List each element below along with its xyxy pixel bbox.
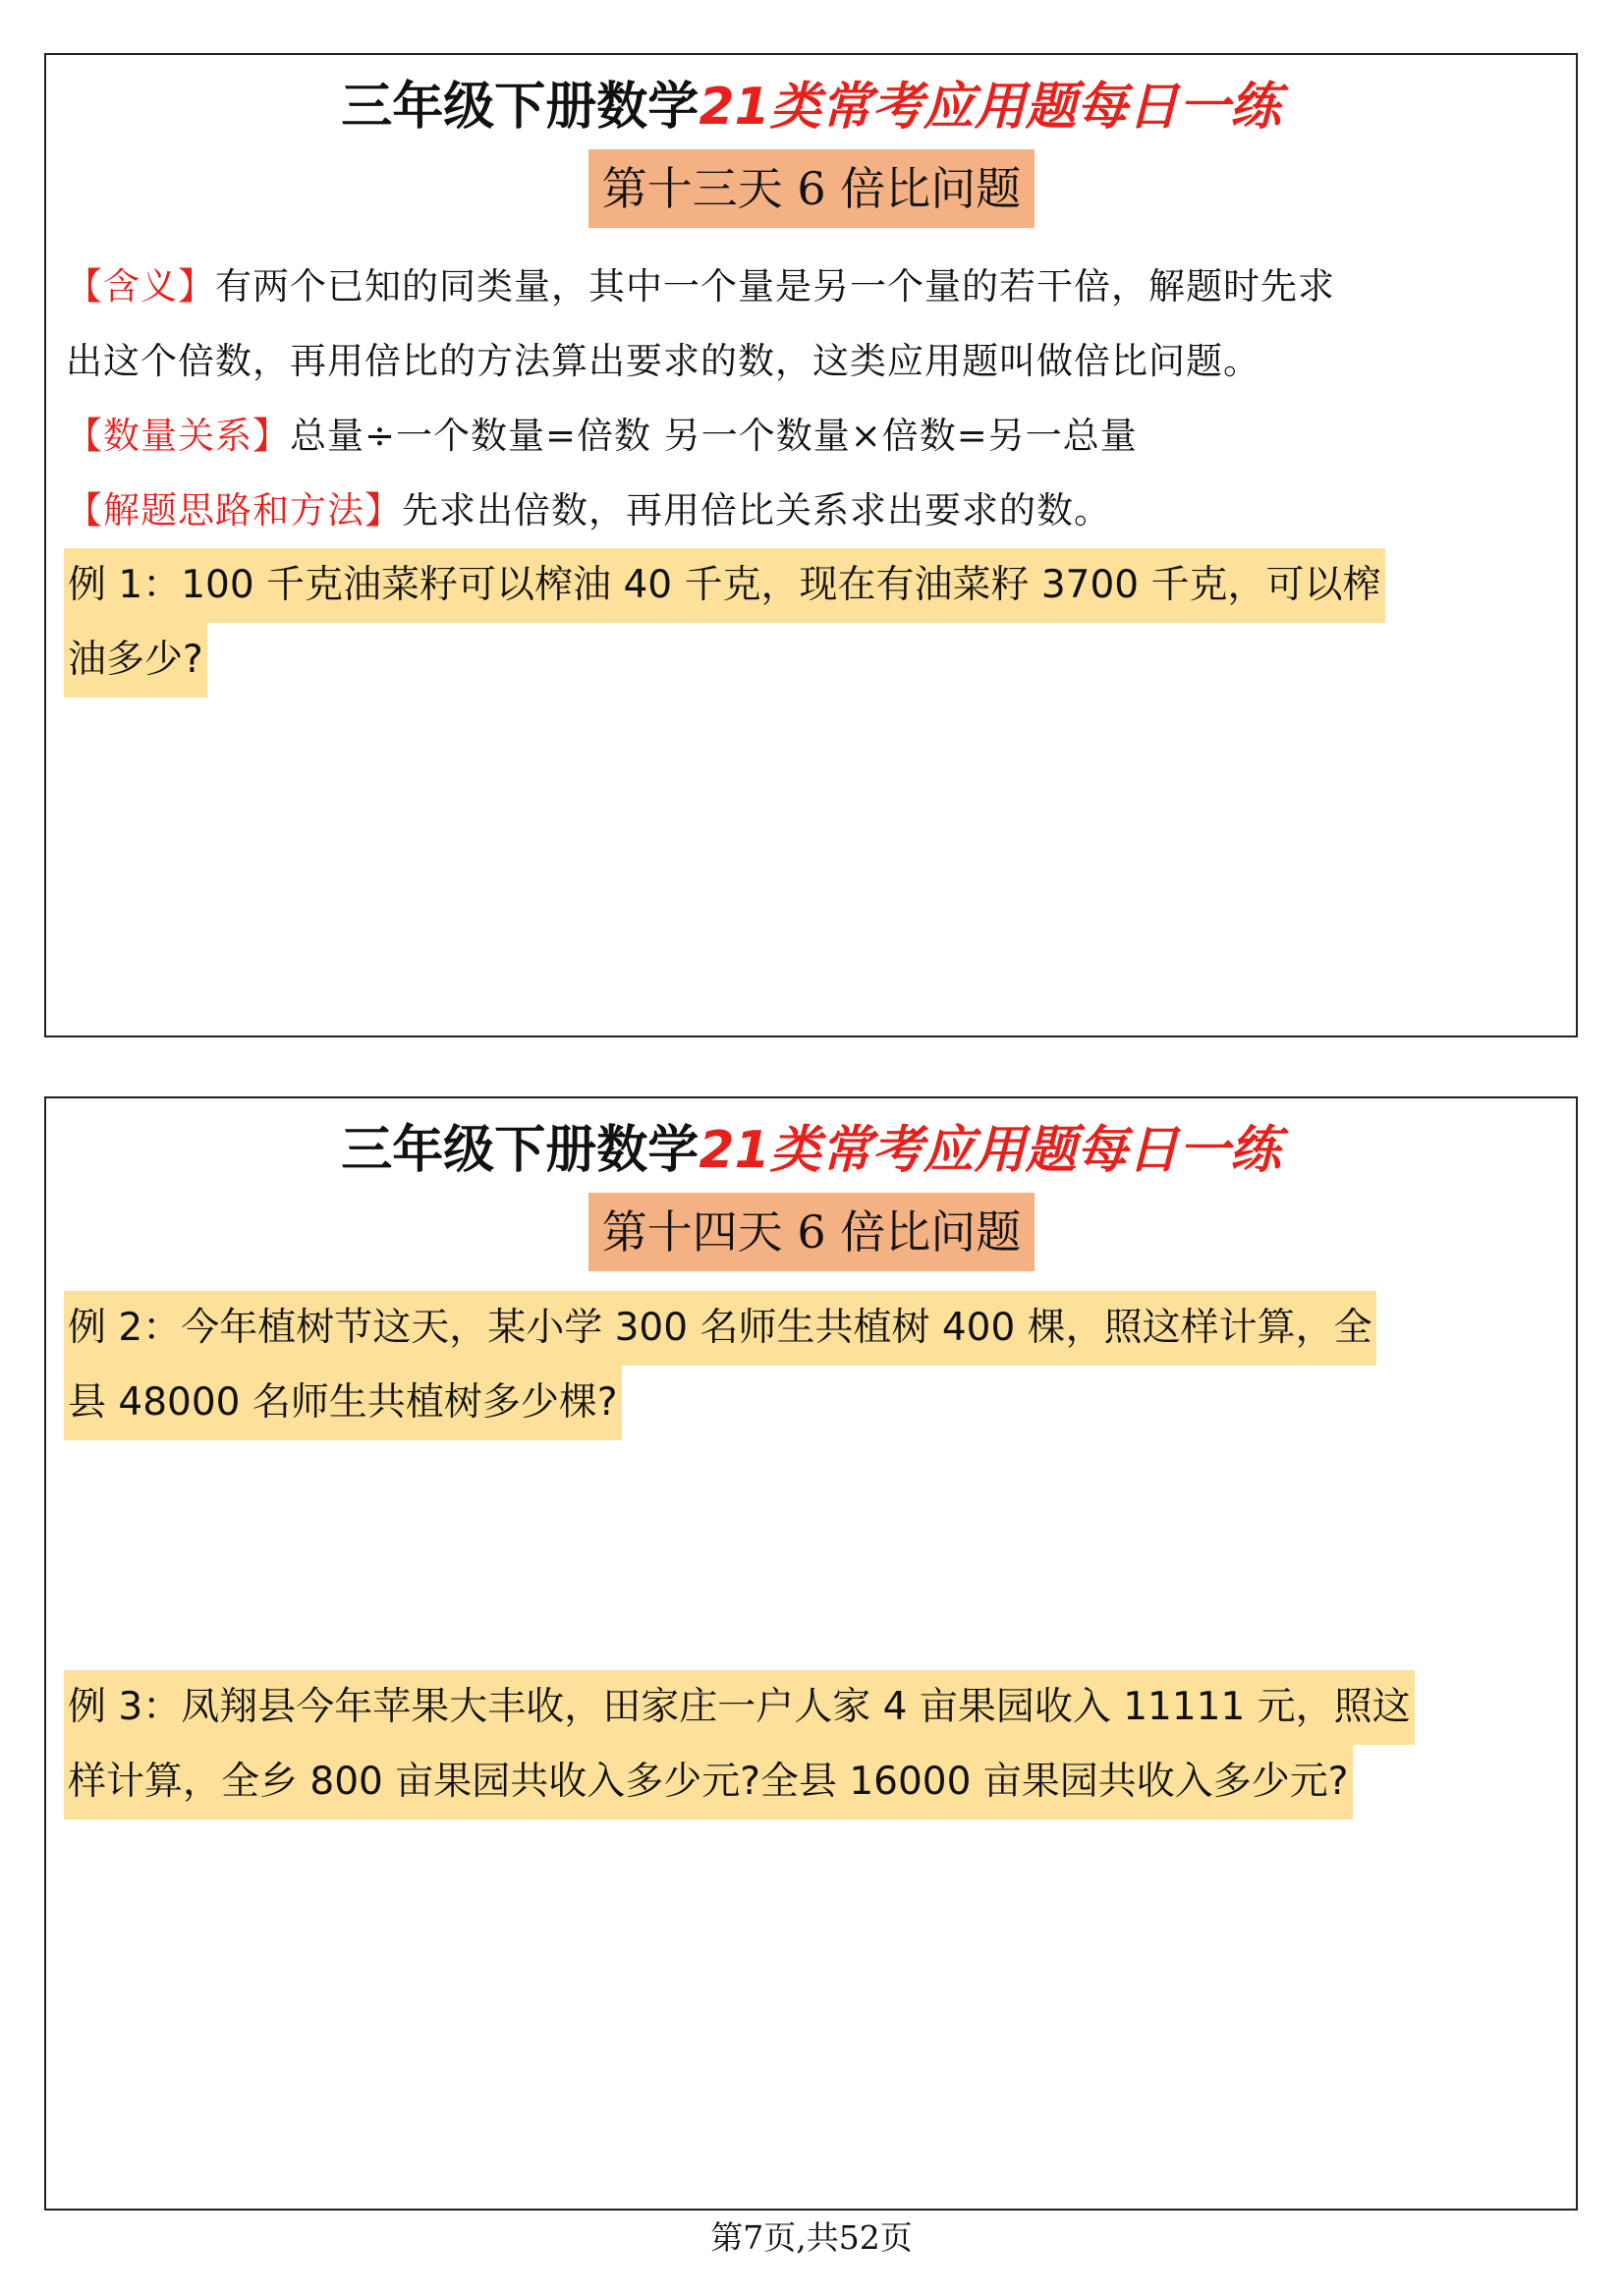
title-series-text: 21类常考应用题每日一练 <box>699 1121 1281 1180</box>
meaning-text-line1: 有两个已知的同类量，其中一个量是另一个量的若干倍，解题时先求 <box>215 265 1335 308</box>
worksheet-card-day14 <box>44 1096 1578 2211</box>
title-grade-text: 三年级下册数学 <box>341 78 700 137</box>
example1-text-line1: 例 1：100 千克油菜籽可以榨油 40 千克，现在有油菜籽 3700 千克，可以榨 <box>64 548 1385 623</box>
example3-text-line2: 样计算，全乡 800 亩果园共收入多少元?全县 16000 亩果园共收入多少元? <box>64 1745 1353 1820</box>
example2-text-line1: 例 2：今年植树节这天，某小学 300 名师生共植树 400 棵，照这样计算，全 <box>64 1291 1376 1366</box>
example3-line2 <box>64 1745 1353 1820</box>
method-text: 先求出倍数，再用倍比关系求出要求的数。 <box>402 489 1111 532</box>
example1-line1 <box>64 548 1385 623</box>
day-badge: 第十三天 6 倍比问题 <box>588 149 1035 228</box>
example1-line2 <box>64 623 207 698</box>
method-paragraph <box>66 474 1559 548</box>
card-title <box>46 1118 1576 1183</box>
day-badge: 第十四天 6 倍比问题 <box>588 1193 1035 1271</box>
worksheet-card-day13 <box>44 53 1578 1037</box>
meaning-paragraph-line1 <box>66 250 1559 324</box>
title-grade-text: 三年级下册数学 <box>341 1121 700 1180</box>
example1-text-line2: 油多少? <box>64 623 207 698</box>
meaning-paragraph-line2 <box>66 324 1559 399</box>
meaning-label: 【含义】 <box>66 265 215 308</box>
page-number-footer: 第7页,共52页 <box>710 2218 913 2257</box>
example2-line1 <box>64 1291 1376 1366</box>
method-label: 【解题思路和方法】 <box>66 489 402 532</box>
example3-text-line1: 例 3：凤翔县今年苹果大丰收，田家庄一户人家 4 亩果园收入 11111 元，照这 <box>64 1670 1415 1745</box>
meaning-text-line2: 出这个倍数，再用倍比的方法算出要求的数，这类应用题叫做倍比问题。 <box>66 340 1260 382</box>
card-title <box>46 75 1576 140</box>
example3-line1 <box>64 1670 1415 1745</box>
example2-text-line2: 县 48000 名师生共植树多少棵? <box>64 1366 622 1440</box>
relation-text: 总量÷一个数量=倍数 另一个数量×倍数=另一总量 <box>290 415 1138 457</box>
title-series-text: 21类常考应用题每日一练 <box>699 78 1281 137</box>
relation-label: 【数量关系】 <box>66 415 290 457</box>
example2-line2 <box>64 1366 622 1440</box>
relation-paragraph <box>66 399 1559 474</box>
